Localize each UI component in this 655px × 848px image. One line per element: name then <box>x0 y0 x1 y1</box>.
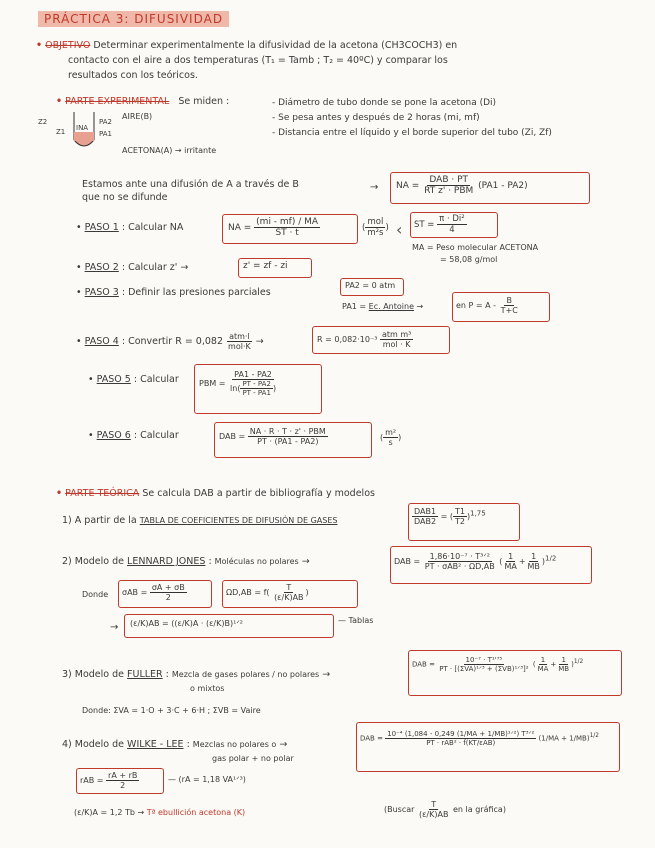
paso5-label: PASO 5 <box>96 374 131 385</box>
paso1-num: (mi - mf) / MA <box>256 217 319 227</box>
omega-formula: ΩD,AB = f( $\frac{T}{(\varepsilon/K)AB}$ ) <box>226 583 309 602</box>
sigma-num: σA + σB <box>151 583 185 592</box>
na-lhs: NA = <box>396 181 420 191</box>
m3-exp: 1/2 <box>573 659 584 666</box>
dab-num: NA · R · T · z' · PBM <box>249 427 326 436</box>
antoine-num: B <box>506 296 512 305</box>
paso-2: • PASO 2 : Calcular z' → <box>76 262 189 273</box>
tube-diagram <box>64 110 100 154</box>
estamos-line-2: que no se difunde <box>82 192 168 203</box>
measure-1: - Diámetro de tubo donde se pone la acetona (Di) <box>272 98 497 108</box>
na-den: RT z' · PBM <box>424 186 474 196</box>
m4-name: WILKE - LEE <box>127 739 184 750</box>
buscar-2: en la gráfica) <box>453 805 506 814</box>
st-den: 4 <box>449 225 455 235</box>
buscar-1: (Buscar <box>384 805 415 814</box>
paso1-units: ( mol m²s ) <box>362 217 389 238</box>
tb-note: Tª ebullición acetona (K) <box>146 808 246 817</box>
m2-d1: MA <box>504 562 517 571</box>
m3-label: 3) Modelo de <box>62 669 125 680</box>
m3-formula: DAB = 10⁻⁷ · T¹'⁷⁵ PT · [(ΣVA)¹ᐟ³ + (ΣVB)¹ᐟ³]² ( $\frac{1}{MA}$ + $\frac{1}{MB}$ )$^{1/2}$ <box>412 656 584 673</box>
paso-3: • PASO 3 : Definir las presiones parciales <box>76 287 271 298</box>
sigma-den: 2 <box>165 593 171 602</box>
measure-3: - Distancia entre el líquido y el borde superior del tubo (Zi, Zf) <box>272 128 552 138</box>
m2-n2: 1 <box>531 552 537 561</box>
m3-d1: MA <box>537 665 549 673</box>
sigma-lhs: σAB = <box>122 588 148 597</box>
pa1-eq: PA1 = Ec. Antoine → <box>342 302 424 311</box>
paso1-unum: mol <box>367 217 384 227</box>
m2-exp: 1/2 <box>545 554 557 563</box>
antoine-den: T+C <box>500 306 518 315</box>
m3-text-2: o mixtos <box>190 684 225 693</box>
paso1-uden: m²s <box>367 228 384 238</box>
m3-text-1: Mezcla de gases polares / no polares <box>171 670 320 679</box>
m2-den: PT · σAB² · ΩD,AB <box>424 562 495 571</box>
paso1-lhs: NA = <box>228 223 252 233</box>
tube-aire-label: AIRE(B) <box>122 112 153 121</box>
pa2-eq: PA2 = 0 atm <box>345 281 396 290</box>
paso4-ud: mol·K <box>228 342 251 351</box>
omega-den: (ε/K)AB <box>274 593 304 602</box>
paso4-text: Convertir R = 0,082 <box>128 336 224 347</box>
m1-d2: T2 <box>455 517 465 526</box>
paso3-label: PASO 3 <box>84 287 119 298</box>
rab-formula <box>80 771 139 790</box>
sigma-formula <box>122 583 187 602</box>
paso-6: • PASO 6 : Calcular <box>88 430 179 441</box>
pbm-id: PT - PA1 <box>242 389 271 397</box>
antoine-link: Ec. Antoine <box>368 302 414 311</box>
tablas: — Tablas <box>338 616 374 625</box>
estamos-text <box>82 178 299 204</box>
m2-donde: Donde <box>82 590 109 599</box>
tube-ina-label: INA <box>76 124 89 132</box>
st-num: π · Di² <box>439 214 465 224</box>
m3-n1: 1 <box>540 656 546 664</box>
m3-name: FULLER <box>127 669 163 680</box>
m3-d2: MB <box>558 665 570 673</box>
m2-text: Moléculas no polares <box>214 557 299 566</box>
paso2-text: Calcular z' <box>128 262 178 273</box>
pa1-lhs: PA1 = <box>342 302 367 311</box>
m1-table-link: TABLA DE COEFICIENTES DE DIFUSIÓN DE GASES <box>139 516 338 525</box>
paso-4: • PASO 4 : Convertir R = 0,082 atm·l mol·K → <box>76 332 264 351</box>
m4-text-2: gas polar + no polar <box>212 754 294 763</box>
exp-measures <box>272 96 552 141</box>
paso1-label: PASO 1 <box>84 222 119 233</box>
paso6-text: Calcular <box>140 430 179 441</box>
m3-n2: 1 <box>561 656 566 664</box>
modelo-3: 3) Modelo de FULLER : Mezcla de gases polares / no polares → o mixtos <box>62 669 331 693</box>
m3-num: 10⁻⁷ · T¹'⁷⁵ <box>465 656 503 664</box>
m2-name: LENNARD JONES <box>127 556 206 567</box>
paso4-formula <box>317 330 413 349</box>
paso2-label: PASO 2 <box>84 262 119 273</box>
na-num: DAB · PT <box>429 175 469 185</box>
dab-den: PT · (PA1 - PA2) <box>257 437 319 446</box>
r-lhs: R = 0,082·10⁻³ <box>317 335 378 344</box>
objetivo-block: • OBJETIVO Determinar experimentalmente la difusividad de la acetona (CH3COCH3) en contacto con el aire a dos temperaturas (T₁ = Tamb ; T₂ = 40ºC) y comparar los resultados con los teóricos. <box>36 40 458 81</box>
objetivo-line-2: contacto con el aire a dos temperaturas (T₁ = Tamb ; T₂ = 40ºC) y comparar los <box>68 55 448 66</box>
eps-formula: (ε/K)AB = ((ε/K)A · (ε/K)B)¹ᐟ² <box>130 619 243 628</box>
paso3-text: Definir las presiones parciales <box>128 287 271 298</box>
pbm-in: PT - PA2 <box>242 380 271 388</box>
m3-den: PT · [(ΣVA)¹ᐟ³ + (ΣVB)¹ᐟ³]² <box>439 665 529 673</box>
na-tail: (PA1 - PA2) <box>478 181 528 191</box>
objetivo-line-3: resultados con los teóricos. <box>68 70 198 81</box>
m1-n1: DAB1 <box>414 507 437 516</box>
tube-pa1-label: PA1 <box>99 130 113 138</box>
paso1-formula <box>228 217 320 238</box>
m1-formula: DAB1 DAB2 = ( $\frac{T1}{T2}$ )$^{1,75}$ <box>414 507 486 526</box>
objetivo-line-1: Determinar experimentalmente la difusividad de la acetona (CH3COCH3) en <box>93 40 458 51</box>
m1-d1: DAB2 <box>414 517 437 526</box>
na-formula <box>396 175 528 196</box>
st-formula <box>414 214 467 235</box>
rab-den: 2 <box>120 781 126 790</box>
paso-1: • PASO 1 : Calcular NA <box>76 222 184 233</box>
paso5-formula: PBM = PA1 - PA2 ln( $\frac{PT - PA2}{PT - PA1}$ ) <box>199 370 277 397</box>
modelo-2: 2) Modelo de LENNARD JONES : Moléculas no polares → <box>62 556 310 567</box>
eps-tb: (ε/K)A = 1,2 Tb → Tª ebullición acetona (K) <box>74 808 246 817</box>
paso4-label: PASO 4 <box>84 336 119 347</box>
m1-exp: 1,75 <box>470 509 486 518</box>
se-miden: Se miden : <box>178 96 230 107</box>
m4-label: 4) Modelo de <box>62 739 125 750</box>
buscar-den: (ε/K)AB <box>418 810 449 819</box>
tablas-text: Tablas <box>348 616 374 625</box>
buscar-note <box>384 800 506 819</box>
m1-label: 1) A partir de la <box>62 515 137 526</box>
rab-num: rA + rB <box>108 771 138 780</box>
objetivo-label: OBJETIVO <box>45 40 91 51</box>
rab-note: — (rA = 1,18 VA¹ᐟ³) <box>168 775 246 784</box>
paso1-text: Calcular NA <box>128 222 184 233</box>
paso4-un: atm·l <box>229 332 250 341</box>
dab-lhs: DAB = <box>219 432 246 441</box>
r-un: atm m³ <box>381 330 412 339</box>
m4-lhs: DAB = <box>360 734 383 743</box>
exp-header: • PARTE EXPERIMENTAL Se miden : <box>56 96 230 107</box>
estamos-line-1: Estamos ante una difusión de A a través de B <box>82 179 299 190</box>
m4-num: 10⁻⁴ (1,084 - 0,249 (1/MA + 1/MB)¹ᐟ²) T³ᐟ² <box>387 730 535 738</box>
dab-ud: s <box>388 438 393 447</box>
tube-z2-label: Z2 <box>38 118 48 126</box>
dab-un: m² <box>385 428 397 437</box>
paso6-units: ( $\frac{\text{m²}}{s}$ ) <box>380 428 402 447</box>
page-title: PRÁCTICA 3: DIFUSIVIDAD <box>38 11 229 27</box>
tube-z1-label: Z1 <box>56 128 66 136</box>
brace: ‹ <box>396 220 403 239</box>
r-ud: mol · K <box>382 340 411 349</box>
m2-formula: DAB = 1,86·10⁻⁷ · T³ᐟ² PT · σAB² · ΩD,AB ( $\frac{1}{MA}$ + $\frac{1}{MB}$ )$^{1/2}$ <box>394 552 557 571</box>
teo-text: Se calcula DAB a partir de bibliografía y modelos <box>142 488 375 499</box>
arrow-na: → <box>370 182 379 193</box>
pbm-lhs: PBM = <box>199 379 226 388</box>
omega-lhs: ΩD,AB = f( <box>226 588 270 597</box>
m1-n2: T1 <box>455 507 465 516</box>
paso1-den: ST · t <box>275 228 299 238</box>
m3-lhs: DAB = <box>412 660 435 669</box>
paso6-formula <box>219 427 328 446</box>
buscar-num: T <box>431 800 437 809</box>
antoine-lhs: en P = A - <box>456 301 497 310</box>
paso5-text: Calcular <box>140 374 179 385</box>
st-lhs: ST = <box>414 220 435 230</box>
m2-n1: 1 <box>508 552 514 561</box>
m4-formula: DAB = 10⁻⁴ (1,084 - 0,249 (1/MA + 1/MB)¹ᐟ²) T³ᐟ² PT · rAB² · f(KT/εAB) $(1/MA + 1/MB)^{1/2}$ <box>360 730 599 747</box>
ma-line-2: = 58,08 g/mol <box>440 255 498 264</box>
omega-num: T <box>286 583 292 592</box>
tube-acetona-label: ACETONA(A) → irritante <box>122 146 217 155</box>
m4-exp: 1/2 <box>589 733 599 740</box>
teo-label: PARTE TEÓRICA <box>65 488 140 499</box>
m2-label: 2) Modelo de <box>62 556 125 567</box>
teo-header: • PARTE TEÓRICA Se calcula DAB a partir de bibliografía y modelos <box>56 488 375 499</box>
paso2-eq: z' = zf - zi <box>243 261 288 271</box>
ma-note <box>412 242 538 266</box>
measure-2: - Se pesa antes y después de 2 horas (mi, mf) <box>272 113 480 123</box>
pbm-ln: ln <box>230 384 238 393</box>
modelo-1 <box>62 515 337 526</box>
m2-d2: MB <box>527 562 540 571</box>
m4-text-1: Mezclas no polares o <box>192 740 277 749</box>
eps-tb-eq: (ε/K)A = 1,2 Tb <box>74 808 135 817</box>
m2-lhs: DAB = <box>394 557 421 566</box>
paso6-label: PASO 6 <box>96 430 131 441</box>
tube-pa2-label: PA2 <box>99 118 113 126</box>
rab-lhs: rAB = <box>80 776 104 785</box>
modelo-4: 4) Modelo de WILKE - LEE : Mezclas no polares o → gas polar + no polar <box>62 739 294 763</box>
pbm-num: PA1 - PA2 <box>234 370 272 379</box>
paso-5: • PASO 5 : Calcular <box>88 374 179 385</box>
ma-line-1: MA = Peso molecular ACETONA <box>412 243 539 252</box>
exp-label: PARTE EXPERIMENTAL <box>65 96 170 107</box>
m3-donde: Donde: ΣVA = 1·O + 3·C + 6·H ; ΣVB = Vaire <box>82 706 261 715</box>
antoine-formula <box>456 296 520 315</box>
m4-den: PT · rAB² · f(KT/εAB) <box>426 739 496 747</box>
m2-num: 1,86·10⁻⁷ · T³ᐟ² <box>429 552 490 561</box>
